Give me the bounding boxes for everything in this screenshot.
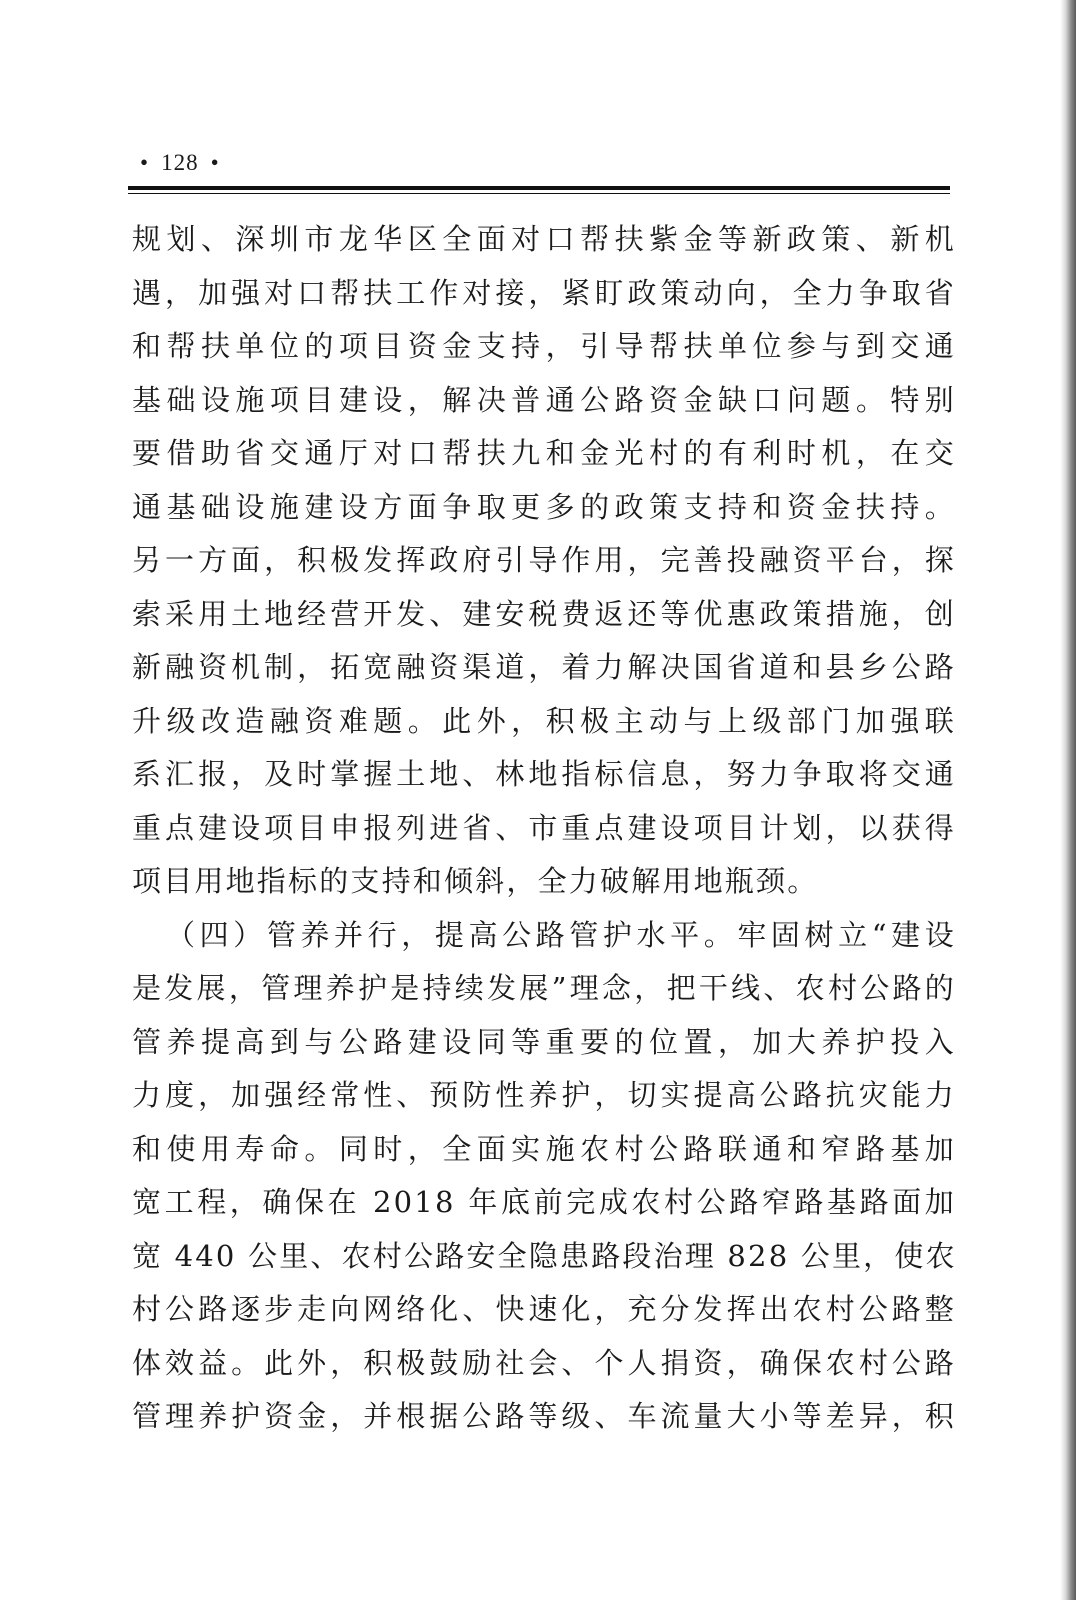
text-line: 另一方面，积极发挥政府引导作用，完善投融资平台，探 [132,543,956,577]
text-line: 和帮扶单位的项目资金支持，引导帮扶单位参与到交通 [132,329,956,363]
text-line: 基础设施项目建设，解决普通公路资金缺口问题。特别 [132,382,956,417]
text-line: 升级改造融资难题。此外，积极主动与上级部门加强联 [132,703,956,738]
body-text [132,213,956,1444]
text-line: 索采用土地经营开发、建安税费返还等优惠政策措施，创 [132,596,956,631]
section-heading-line: （四）管养并行，提高公路管护水平。牢固树立“建设 [166,917,956,952]
text-line: 项目用地指标的支持和倾斜，全力破解用地瓶颈。 [132,864,819,898]
header-dot-right: • [210,150,220,175]
text-line: 规划、深圳市龙华区全面对口帮扶紫金等新政策、新机 [132,222,956,256]
text-line: 宽工程，确保在 2018 年底前完成农村公路窄路基路面加 [132,1185,956,1219]
text-line: 体效益。此外，积极鼓励社会、个人捐资，确保农村公路 [132,1345,956,1380]
page-number: 128 [161,150,199,175]
text-line: 村公路逐步走向网络化、快速化，充分发挥出农村公路整 [132,1292,956,1326]
text-line: 宽 440 公里、农村公路安全隐患路段治理 828 公里，使农 [132,1238,957,1273]
text-line: 重点建设项目申报列进省、市重点建设项目计划，以获得 [132,810,956,845]
text-line: 通基础设施建设方面争取更多的政策支持和资金扶持。 [132,489,956,524]
text-line: 系汇报，及时掌握土地、林地指标信息，努力争取将交通 [132,757,956,791]
text-line: 和使用寿命。同时，全面实施农村公路联通和窄路基加 [132,1131,956,1166]
text-line: 是发展，管理养护是持续发展”理念，把干线、农村公路的 [132,971,956,1005]
text-line: 管养提高到与公路建设同等重要的位置，加大养护投入 [132,1024,956,1059]
text-line: 要借助省交通厅对口帮扶九和金光村的有利时机，在交 [132,436,956,470]
text-line: 管理养护资金，并根据公路等级、车流量大小等差异，积 [132,1399,956,1433]
text-line: 新融资机制，拓宽融资渠道，着力解决国省道和县乡公路 [132,650,956,684]
page-edge-shadow [1060,0,1076,1600]
text-line: 遇，加强对口帮扶工作对接，紧盯政策动向，全力争取省 [132,275,956,310]
header-dot-left: • [140,150,150,175]
text-line: 力度，加强经常性、预防性养护，切实提高公路抗灾能力 [132,1078,956,1112]
page-header [128,145,948,181]
header-rule-thick [128,186,950,190]
header-rule-thin [128,193,950,194]
